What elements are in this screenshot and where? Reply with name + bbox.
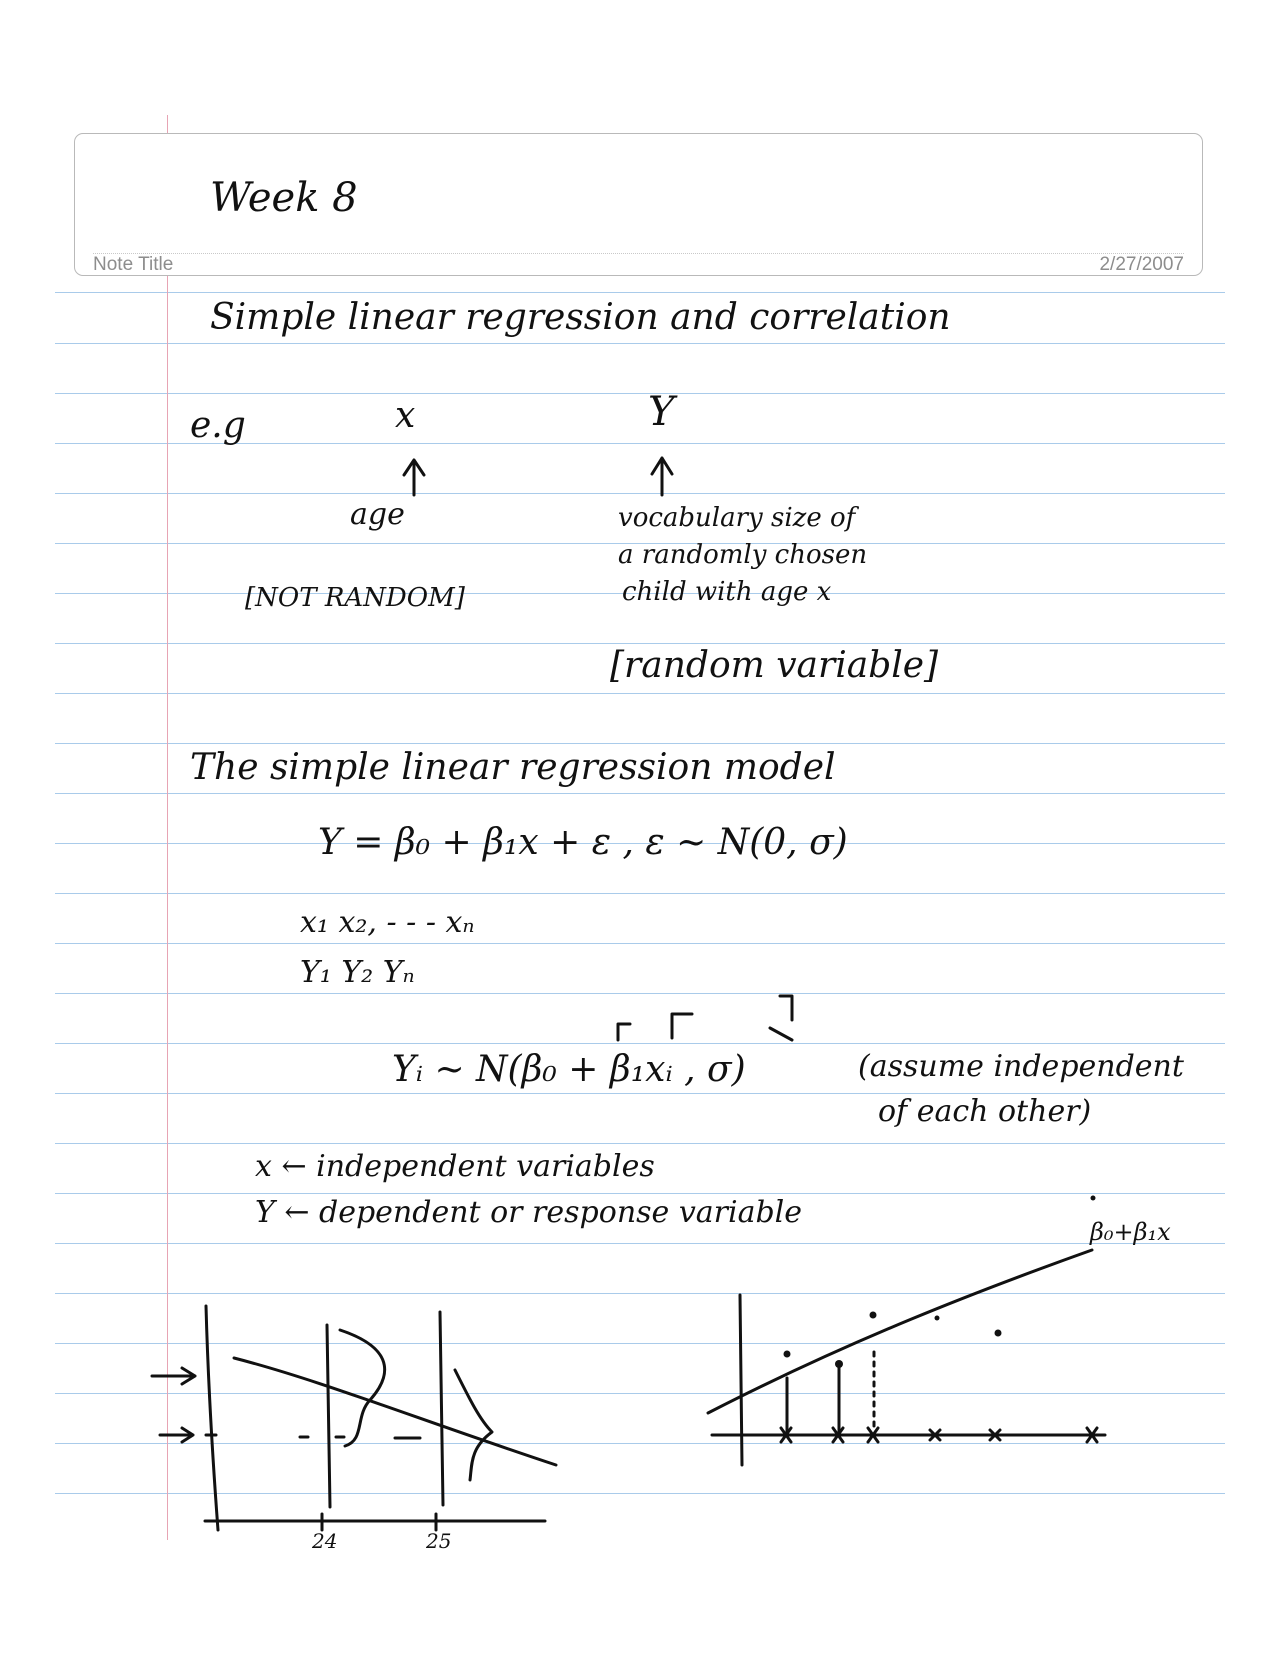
right-regression-sketch [708, 1250, 1105, 1465]
right-data-point [1091, 1196, 1096, 1201]
model-equation: Y = β₀ + β₁x + ε , ε ~ N(0, σ) [318, 822, 848, 863]
x-observations: x₁ x₂, - - - xₙ [300, 905, 475, 940]
y-description-line: child with age x [622, 577, 832, 607]
left-regression-line [234, 1358, 556, 1465]
assume-note-line: of each other) [878, 1094, 1092, 1129]
left-arrow-top [152, 1368, 195, 1384]
right-regression-line [708, 1250, 1092, 1413]
y-observations: Y₁ Y₂ Yₙ [300, 955, 415, 990]
y-symbol: Y [648, 389, 675, 435]
right-data-point [870, 1312, 877, 1319]
x-description: age [350, 497, 405, 532]
y-note: [random variable] [610, 645, 939, 686]
right-y-axis [740, 1295, 742, 1465]
y-description-line: vocabulary size of [618, 503, 856, 533]
distribution-equation: Yᵢ ~ N(β₀ + β₁xᵢ , σ) [392, 1049, 746, 1090]
x-note: [NOT RANDOM] [245, 583, 465, 613]
y-description-line: a randomly chosen [618, 540, 868, 570]
note-title-label: Note Title [93, 254, 174, 275]
left-vertical-25 [440, 1312, 443, 1505]
left-tick-label-25: 25 [426, 1529, 452, 1553]
left-y-axis [206, 1306, 218, 1530]
left-tick-label-24: 24 [312, 1529, 338, 1553]
right-data-point [835, 1360, 843, 1368]
right-data-point [995, 1330, 1002, 1337]
dependent-variable-definition: Y ← dependent or response variable [255, 1195, 803, 1230]
left-density-curve-1 [340, 1330, 385, 1446]
x-symbol: x [395, 395, 416, 436]
arrow-y-vocab [652, 458, 672, 495]
left-arrow-bottom [160, 1428, 193, 1442]
right-data-point [935, 1316, 940, 1321]
independent-variable-definition: x ← independent variables [255, 1149, 655, 1184]
arrow-x-age [404, 460, 424, 495]
eg-label: e.g [190, 405, 246, 446]
bracket-sigma [770, 996, 792, 1040]
right-data-point [784, 1351, 791, 1358]
model-title: The simple linear regression model [190, 747, 836, 788]
bracket-beta1 [672, 1014, 692, 1038]
bracket-beta0 [618, 1024, 630, 1040]
section-heading: Simple linear regression and correlation [210, 297, 951, 338]
left-regression-sketch [152, 1306, 556, 1530]
page-title: Week 8 [210, 175, 358, 221]
assume-note-line: (assume independent [858, 1049, 1184, 1084]
right-line-label: β₀+β₁x [1090, 1218, 1171, 1246]
left-density-curve-2 [455, 1370, 492, 1480]
left-vertical-24 [327, 1325, 330, 1507]
note-date: 2/27/2007 [1099, 254, 1184, 275]
